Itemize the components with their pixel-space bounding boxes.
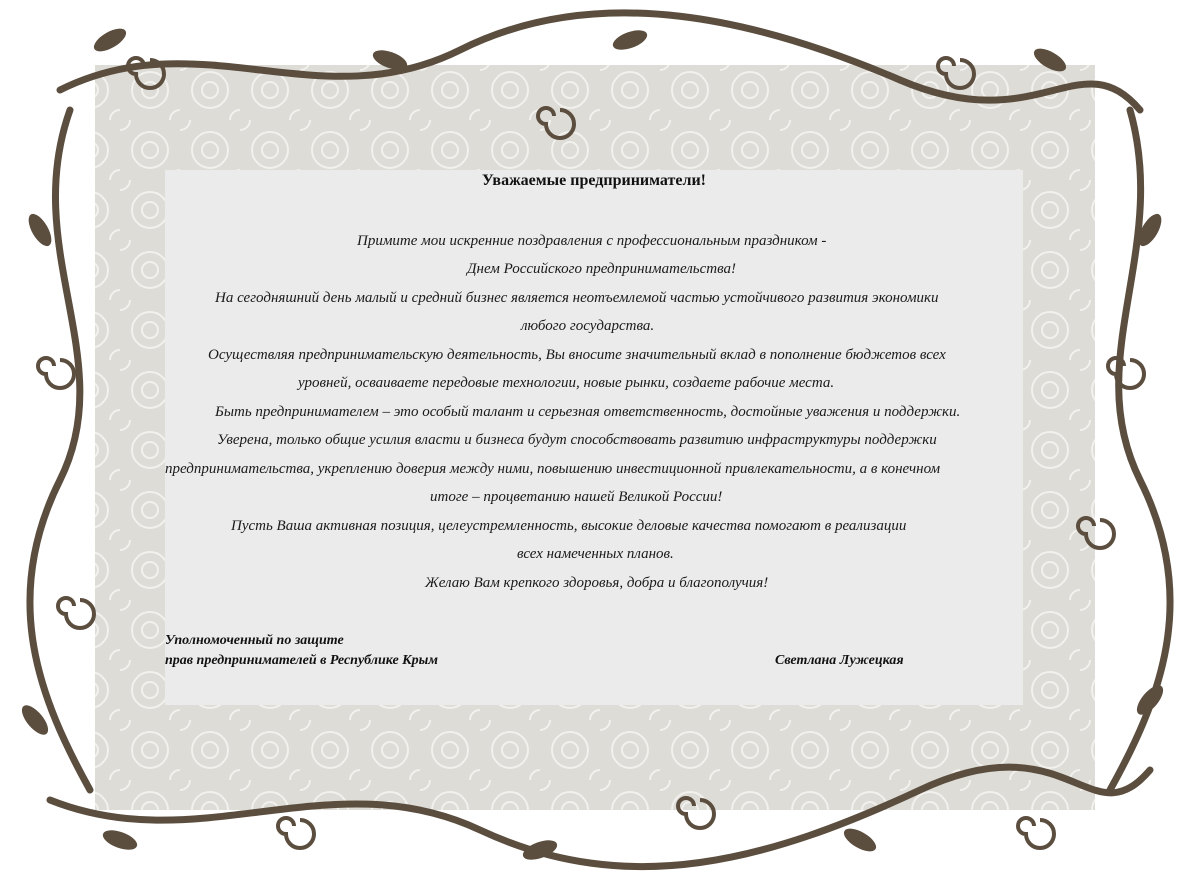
letter-line: Примите мои искренние поздравления с профессиональным праздником - [357,233,827,249]
letter-line: Быть предпринимателем – это особый талант и серьезная ответственность, достойные уважения и поддержки. [215,404,961,420]
letter-line: Уверена, только общие усилия власти и бизнеса будут способствовать развитию инфраструктуры поддержки [217,432,937,448]
letter-line: предпринимательства, укреплению доверия между ними, повышению инвестиционной привлекательности, а в конечном [165,461,941,477]
letter-line: На сегодняшний день малый и средний бизнес является неотъемлемой частью устойчивого развития экономики [215,290,939,306]
letter-line: уровней, осваиваете передовые технологии, новые рынки, создаете рабочие места. [298,375,835,391]
signature-position-line2: прав предпринимателей в Республике Крым [165,653,438,668]
letter-content [165,170,1023,705]
letter-line: итоге – процветанию нашей Великой России! [430,489,723,505]
letter-line: всех намеченных планов. [517,546,674,562]
letter-line: Осуществляя предпринимательскую деятельность, Вы вносите значительный вклад в пополнение бюджетов всех [208,347,946,363]
letter-title: Уважаемые предприниматели! [482,172,706,189]
letter-line: Желаю Вам крепкого здоровья, добра и благополучия! [425,575,769,591]
signature-name: Светлана Лужецкая [775,653,904,668]
letter-line: любого государства. [521,318,655,334]
letter-line: Пусть Ваша активная позиция, целеустремленность, высокие деловые качества помогают в реализации [231,518,907,534]
letter-line: Днем Российского предпринимательства! [467,261,736,277]
signature-position-line1: Уполномоченный по защите [165,633,344,648]
